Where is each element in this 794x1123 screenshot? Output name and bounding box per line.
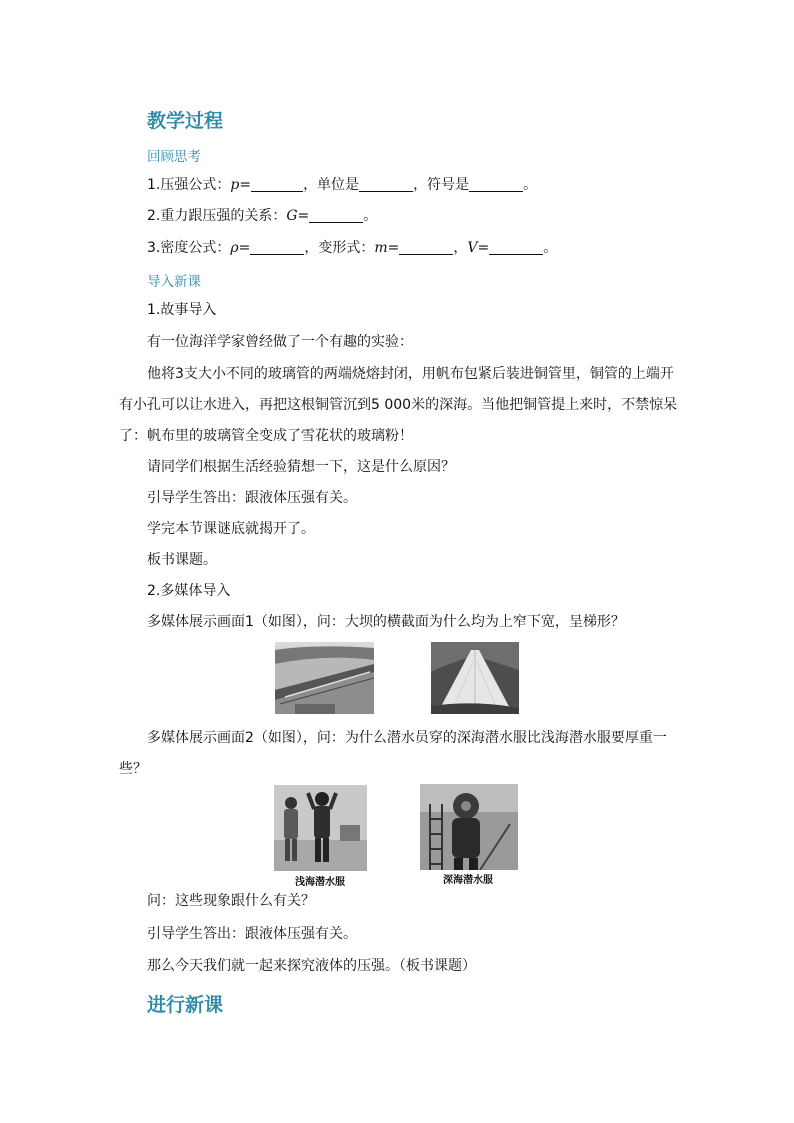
story-paragraph-4: 引导学生答出：跟液体压强有关。	[147, 490, 357, 506]
review-question-3: 3.密度公式：ρ= ，变形式：m= ，V= 。	[147, 240, 558, 256]
story-paragraph-2-line-2: 有小孔可以让水进入，再把这根铜管沉到5 000米的深海。当他把铜管提上来时，不禁惊呆	[119, 397, 678, 413]
story-paragraph-2-line-3: 了：帆布里的玻璃管全变成了雪花状的玻璃粉！	[119, 428, 413, 444]
story-paragraph-3: 请同学们根据生活经验猜想一下，这是什么原因？	[147, 459, 455, 475]
multimedia-title: 2.多媒体导入	[147, 583, 231, 599]
multimedia-paragraph-2-line-2: 些？	[119, 761, 147, 777]
dam-photo-aerial	[275, 642, 374, 714]
review-question-1: 1.压强公式：p= ，单位是 ，符号是 。	[147, 177, 538, 193]
shallow-diving-suit-photo	[274, 785, 367, 871]
story-paragraph-2-line-1: 他将3支大小不同的玻璃管的两端烧熔封闭，用帆布包紧后装进铜管里，铜管的上端开	[147, 366, 674, 382]
answer-blank	[399, 240, 453, 255]
story-paragraph-6: 板书课题。	[147, 552, 217, 568]
answer-blank	[359, 177, 413, 192]
answer-blank	[251, 177, 303, 192]
caption-deep-suit: 深海潜水服	[443, 875, 493, 886]
section-review: 回顾思考	[147, 149, 201, 165]
review-question-2: 2.重力跟压强的关系：G= 。	[147, 208, 378, 224]
story-paragraph-1: 有一位海洋学家曾经做了一个有趣的实验：	[147, 334, 413, 350]
answer-blank	[469, 177, 523, 192]
dam-photo-trapezoid	[431, 642, 519, 714]
heading-teaching-process: 教学过程	[147, 110, 224, 132]
multimedia-paragraph-2-line-1: 多媒体展示画面2（如图），问：为什么潜水员穿的深海潜水服比浅海潜水服要厚重一	[147, 730, 667, 746]
multimedia-paragraph-5: 那么今天我们就一起来探究液体的压强。（板书课题）	[147, 958, 476, 974]
answer-blank	[309, 208, 363, 223]
multimedia-paragraph-3: 问：这些现象跟什么有关？	[147, 893, 315, 909]
answer-blank	[250, 240, 304, 255]
story-paragraph-5: 学完本节课谜底就揭开了。	[147, 521, 315, 537]
heading-new-lesson: 进行新课	[147, 994, 224, 1016]
section-intro: 导入新课	[147, 274, 201, 290]
deep-diving-suit-photo	[420, 784, 518, 870]
story-title: 1.故事导入	[147, 302, 217, 318]
multimedia-paragraph-1: 多媒体展示画面1（如图），问：大坝的横截面为什么均为上窄下宽，呈梯形？	[147, 614, 625, 630]
caption-shallow-suit: 浅海潜水服	[295, 877, 345, 888]
answer-blank	[489, 240, 543, 255]
multimedia-paragraph-4: 引导学生答出：跟液体压强有关。	[147, 926, 357, 942]
